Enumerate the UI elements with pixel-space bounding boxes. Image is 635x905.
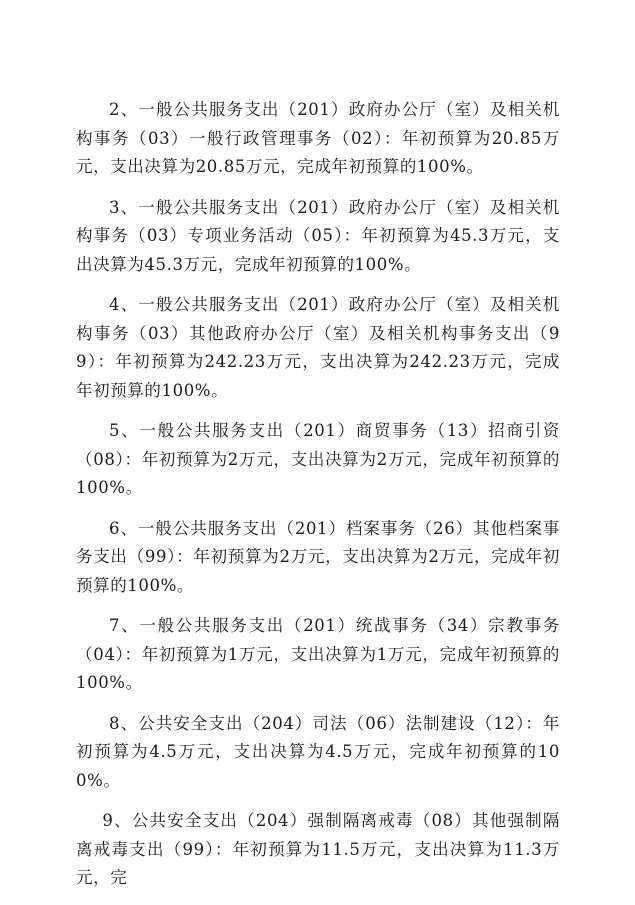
paragraph-item-4: 4、一般公共服务支出（201）政府办公厅（室）及相关机构事务（03）其他政府办公厅（室）及相关机构事务支出（99）：年初预算为242.23万元，支出决算为242.23万元，完成年初预算的100%。 [76, 295, 560, 400]
paragraph-item-6: 6、一般公共服务支出（201）档案事务（26）其他档案事务支出（99）：年初预算为2万元，支出决算为2万元，完成年初预算的100%。 [76, 518, 560, 595]
paragraph-item-8: 8、公共安全支出（204）司法（06）法制建设（12）：年初预算为4.5万元，支出决算为4.5万元，完成年初预算的100%。 [76, 713, 560, 790]
paragraph-item-3: 3、一般公共服务支出（201）政府办公厅（室）及相关机构事务（03）专项业务活动（05）：年初预算为45.3万元，支出决算为45.3万元，完成年初预算的100%。 [76, 197, 560, 274]
paragraph-item-9: 9、公共安全支出（204）强制隔离戒毒（08）其他强制隔离戒毒支出（99）：年初预算为11.5万元，支出决算为11.3万元，完 [76, 811, 560, 887]
paragraph-item-5: 5、一般公共服务支出（201）商贸事务（13）招商引资（08）：年初预算为2万元，支出决算为2万元，完成年初预算的100%。 [76, 421, 560, 497]
paragraph-item-2: 2、一般公共服务支出（201）政府办公厅（室）及相关机构事务（03）一般行政管理事务（02）：年初预算为20.85万元，支出决算为20.85万元，完成年初预算的100%。 [76, 100, 560, 176]
document-body [76, 96, 560, 905]
paragraph-item-7: 7、一般公共服务支出（201）统战事务（34）宗教事务（04）：年初预算为1万元，支出决算为1万元，完成年初预算的100%。 [76, 616, 560, 692]
